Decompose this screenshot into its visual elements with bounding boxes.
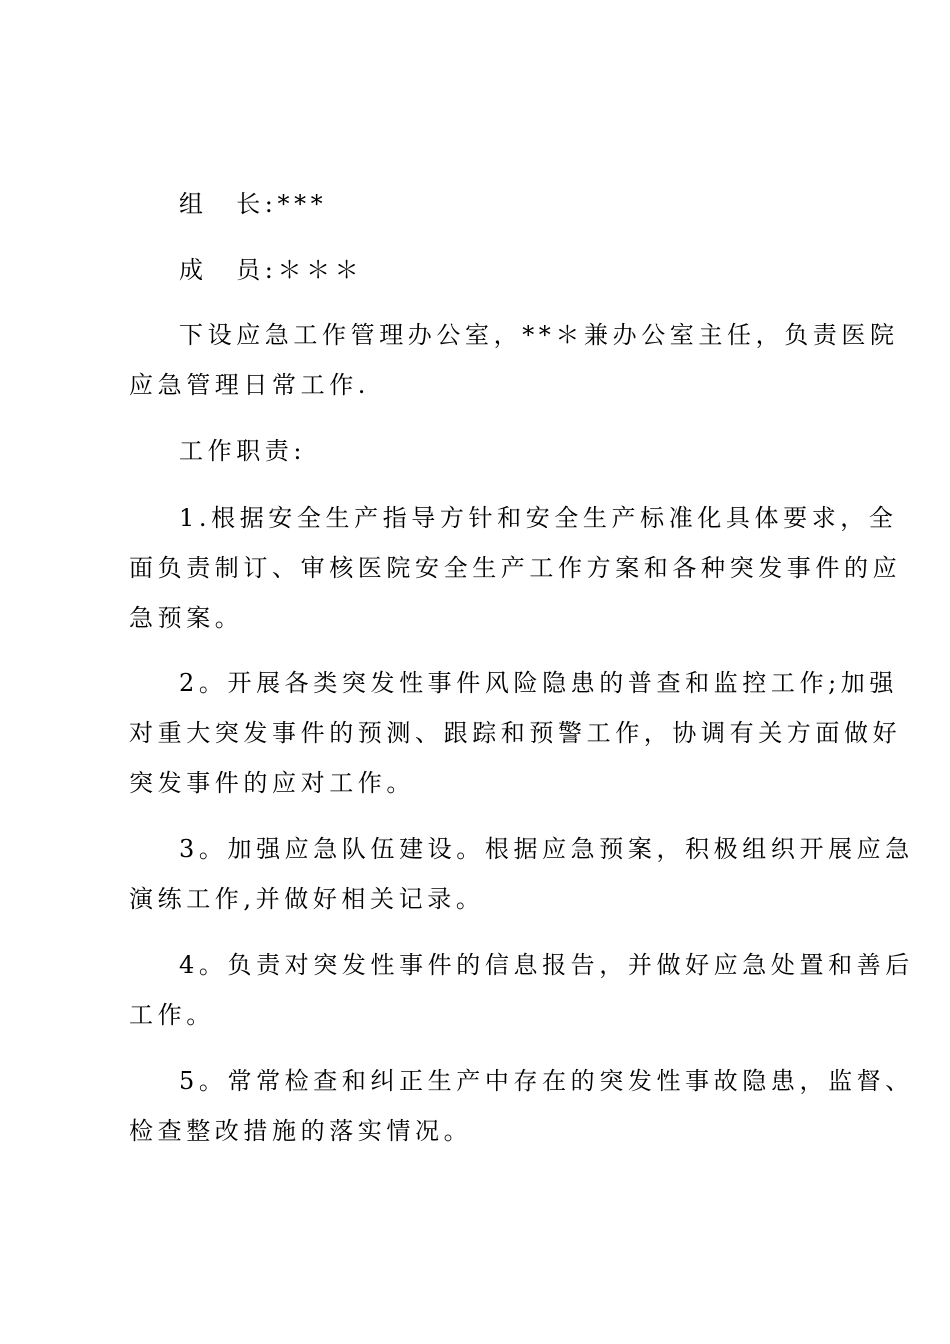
leader-line: 组 长:*** bbox=[179, 190, 328, 218]
duty-1-line-3: 急预案。 bbox=[129, 604, 244, 632]
duty-4-line-2: 工作。 bbox=[129, 1001, 215, 1029]
duty-2-line-3: 突发事件的应对工作。 bbox=[129, 769, 415, 797]
duty-3-line-1: 3。加强应急队伍建设。根据应急预案，积极组织开展应急 bbox=[179, 835, 914, 863]
duty-3-line-2: 演练工作,并做好相关记录。 bbox=[129, 885, 485, 913]
duty-2-line-2: 对重大突发事件的预测、跟踪和预警工作，协调有关方面做好 bbox=[129, 719, 902, 747]
duty-1-line-2: 面负责制订、审核医院安全生产工作方案和各种突发事件的应 bbox=[129, 554, 902, 582]
duties-heading: 工作职责: bbox=[179, 437, 307, 465]
member-line: 成 员:＊＊＊ bbox=[179, 256, 364, 284]
duty-4-line-1: 4。负责对突发性事件的信息报告，并做好应急处置和善后 bbox=[179, 951, 914, 979]
office-paragraph-line-2: 应急管理日常工作. bbox=[129, 371, 371, 399]
duty-5-line-2: 检查整改措施的落实情况。 bbox=[129, 1117, 473, 1145]
office-paragraph-line-1: 下设应急工作管理办公室，**＊兼办公室主任，负责医院 bbox=[179, 321, 899, 349]
duty-5-line-1: 5。常常检查和纠正生产中存在的突发性事故隐患，监督、 bbox=[179, 1067, 914, 1095]
duty-1-line-1: 1.根据安全生产指导方针和安全生产标准化具体要求，全 bbox=[179, 504, 898, 532]
duty-2-line-1: 2。开展各类突发性事件风险隐患的普查和监控工作;加强 bbox=[179, 669, 898, 697]
